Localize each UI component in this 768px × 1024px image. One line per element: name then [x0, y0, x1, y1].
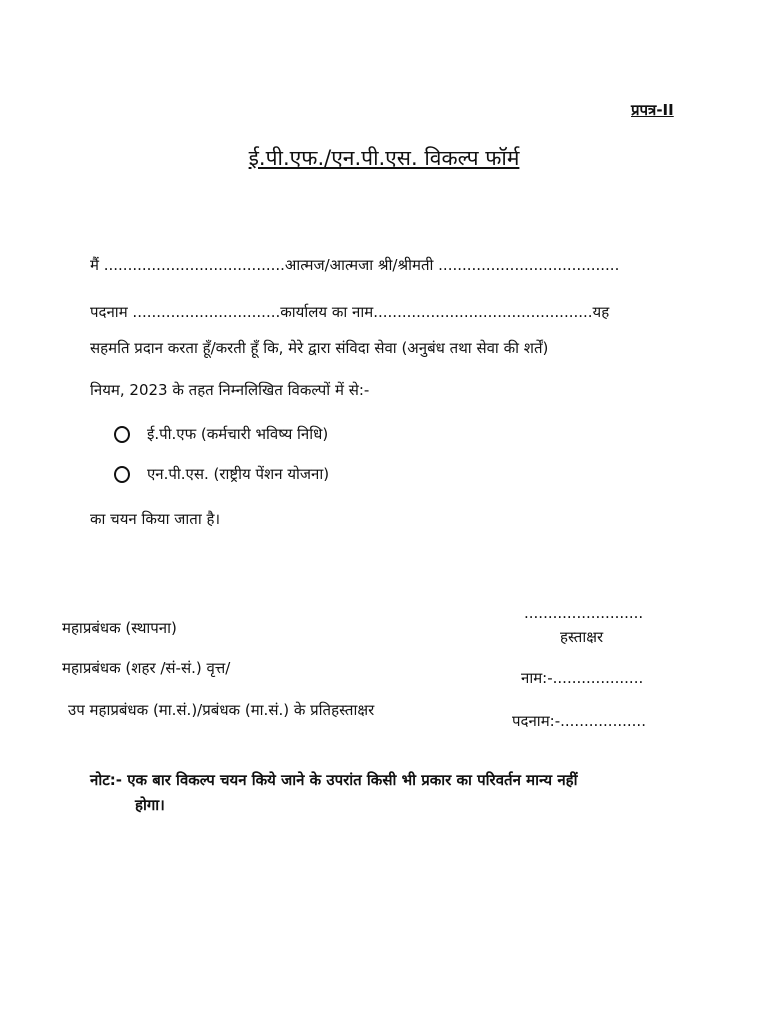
countersign-gm-circle: महाप्रबंधक (शहर /सं-सं.) वृत्त/: [62, 659, 231, 677]
declaration-line-3: सहमति प्रदान करता हूँ/करती हूँ कि, मेरे द्वारा संविदा सेवा (अनुबंध तथा सेवा की शर्तें): [90, 339, 549, 357]
radio-circle-icon[interactable]: [114, 426, 130, 443]
form-title: ई.पी.एफ./एन.पी.एस. विकल्प फॉर्म: [248, 146, 520, 170]
signature-line: .........................: [524, 604, 644, 622]
countersign-dgm-hr: उप महाप्रबंधक (मा.सं.)/प्रबंधक (मा.सं.) के प्रतिहस्ताक्षर: [68, 701, 375, 719]
signature-label: हस्ताक्षर: [560, 628, 604, 646]
declaration-line-1: मैं ......................................आत्मज/आत्मजा श्री/श्रीमती ......................................: [90, 256, 620, 274]
option-epf-label: ई.पी.एफ (कर्मचारी भविष्य निधि): [147, 425, 329, 443]
radio-circle-icon[interactable]: [114, 466, 130, 483]
option-epf[interactable]: [114, 424, 328, 444]
designation-field: पदनाम:-..................: [512, 712, 646, 730]
option-nps[interactable]: [114, 464, 329, 484]
declaration-line-5: का चयन किया जाता है।: [90, 510, 221, 528]
name-field: नाम:-...................: [521, 669, 644, 687]
declaration-line-4: नियम, 2023 के तहत निम्नलिखित विकल्पों में से:-: [90, 381, 370, 399]
note-line-2: होगा।: [135, 796, 165, 814]
countersign-gm-establishment: महाप्रबंधक (स्थापना): [62, 619, 177, 637]
note-line-1: नोट:- एक बार विकल्प चयन किये जाने के उपरांत किसी भी प्रकार का परिवर्तन मान्य नहीं: [90, 771, 578, 789]
declaration-line-2: पदनाम ...............................कार्यालय का नाम..............................................यह: [90, 303, 610, 321]
option-nps-label: एन.पी.एस. (राष्ट्रीय पेंशन योजना): [147, 465, 330, 483]
form-number: प्रपत्र-II: [631, 101, 674, 119]
